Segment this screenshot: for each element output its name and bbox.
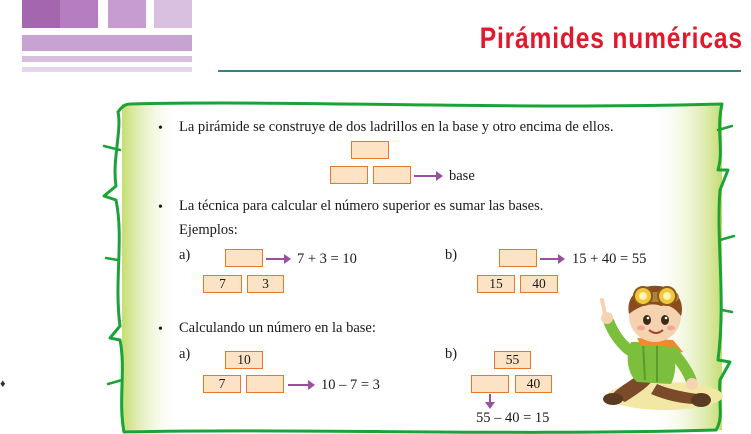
boy-illustration <box>585 280 745 430</box>
pyramid-base-brick-left <box>330 166 368 184</box>
example-c-left-brick: 7 <box>203 375 241 393</box>
example-d-right-brick: 40 <box>515 375 552 393</box>
example-d-top-brick: 55 <box>494 351 531 369</box>
example-d-label: b) <box>445 346 458 362</box>
example-a-arrow <box>266 258 286 260</box>
margin-mark: ♦ <box>0 378 6 390</box>
bullet-dot: • <box>158 121 163 136</box>
example-d-equation: 55 – 40 = 15 <box>476 410 550 426</box>
bullet-2-text: La técnica para calcular el número superior es sumar las bases. <box>179 198 544 214</box>
bullet-dot: • <box>158 200 163 215</box>
example-d-left-brick <box>471 375 509 393</box>
example-b-equation: 15 + 40 = 55 <box>572 251 647 267</box>
example-a-equation: 7 + 3 = 10 <box>297 251 357 267</box>
bullet-3-text: Calculando un número en la base: <box>179 320 376 336</box>
bullet-dot: • <box>158 322 163 337</box>
example-c-right-brick <box>246 375 284 393</box>
example-a-right-brick: 3 <box>247 275 284 293</box>
example-b-left-brick: 15 <box>477 275 515 293</box>
example-b-arrow <box>540 258 560 260</box>
example-b-right-brick: 40 <box>520 275 558 293</box>
example-d-down-arrow <box>489 394 491 404</box>
examples-label: Ejemplos: <box>179 222 238 238</box>
base-label: base <box>449 168 475 184</box>
pyramid-base-brick-right <box>373 166 411 184</box>
example-c-label: a) <box>179 346 191 362</box>
example-b-top-brick <box>499 249 537 267</box>
pyramid-top-brick <box>351 141 389 159</box>
example-c-top-brick: 10 <box>225 351 263 369</box>
example-c-arrow <box>288 384 310 386</box>
example-a-label: a) <box>179 247 191 263</box>
bullet-1-text: La pirámide se construye de dos ladrillos en la base y otro encima de ellos. <box>179 119 614 135</box>
example-a-top-brick <box>225 249 263 267</box>
base-arrow <box>414 175 438 177</box>
example-c-equation: 10 – 7 = 3 <box>321 377 380 393</box>
example-a-left-brick: 7 <box>203 275 242 293</box>
page-title: Pirámides numéricas <box>479 22 743 55</box>
example-b-label: b) <box>445 247 458 263</box>
